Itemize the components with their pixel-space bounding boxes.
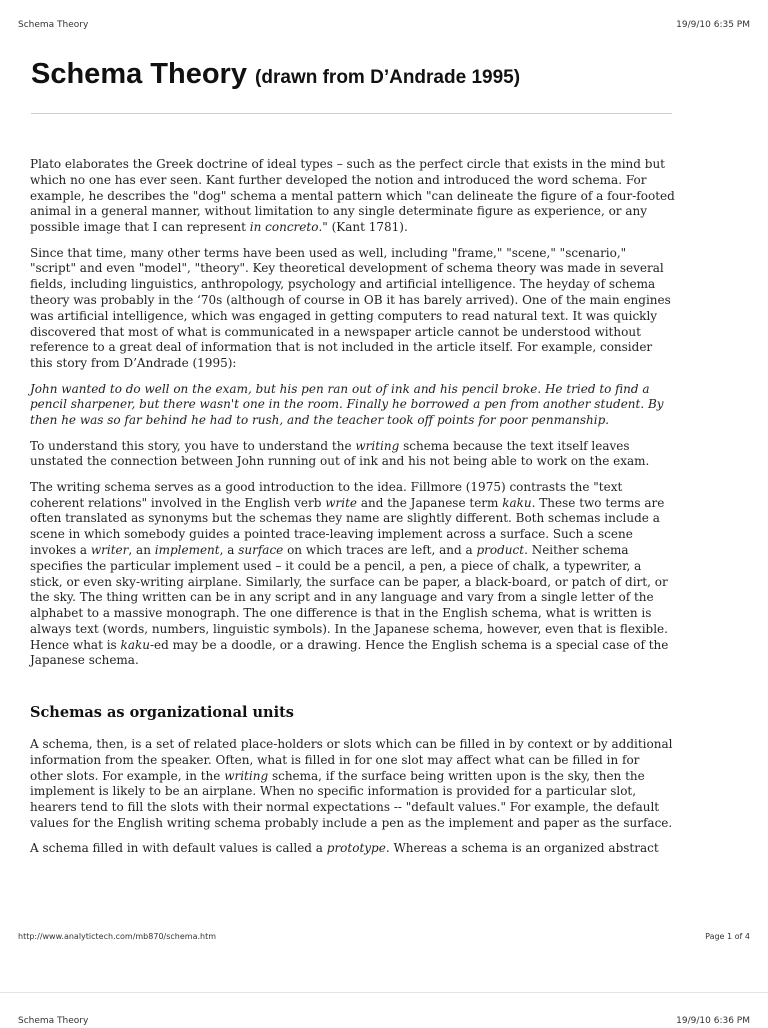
paragraph-6: A schema, then, is a set of related place-holders or slots which can be filled in by context or by additional information from the speaker. Often, what is filled in for one slot may affect what can be filled in for other slots. For example, in the writing schema, if the surface being written upon is the sky, then the implement is likely to be an airplane. When no specific information is provided for a particular slot, hearers tend to fill the slots with their normal expectations -- "default values." For example, the default values for the English writing schema probably include a pen as the implement and paper as the surface. xyxy=(30,737,673,831)
paragraph-7: A schema filled in with default values is called a prototype. Whereas a schema is an organized abstract xyxy=(30,841,659,856)
page-header xyxy=(18,20,750,34)
next-header-datetime: 19/9/10 6:36 PM xyxy=(676,1016,750,1026)
paragraph-5: The writing schema serves as a good introduction to the idea. Fillmore (1975) contrasts the "text coherent relations" involved in the English verb write and the Japanese term kaku. These two terms are often translated as synonyms but the schemas they name are slightly different. Both schemas include a scene in which somebody guides a pointed trace-leaving implement across a surface. Such a scene invokes a writer, an implement, a surface on which traces are left, and a product. Neither schema specifies the particular implement used – it could be a pencil, a pen, a piece of chalk, a typewriter, a stick, or even sky-writing airplane. Similarly, the surface can be paper, a black-board, or patch of dirt, or the sky. The thing written can be in any script and in any language and vary from a single letter of the alphabet to a massive monograph. The one difference is that in the English schema, what is written is always text (words, numbers, linguistic symbols). In the Japanese schema, however, even that is flexible. Hence what is kaku-ed may be a doodle, or a drawing. Hence the English schema is a special case of the Japanese schema. xyxy=(30,479,669,668)
page-separator xyxy=(0,992,768,993)
title-divider xyxy=(31,113,672,114)
section-heading: Schemas as organizational units xyxy=(30,704,294,722)
header-title: Schema Theory xyxy=(18,20,89,30)
next-page-header xyxy=(18,1016,750,1028)
paragraph-1: Plato elaborates the Greek doctrine of ideal types – such as the perfect circle that exists in the mind but which no one has ever seen. Kant further developed the notion and introduced the word schema. For example, he describes the "dog" schema a mental pattern which "can delineate the figure of a four-footed animal in a general manner, without limitation to any single determinate figure as experience, or any possible image that I can represent in concreto." (Kant 1781). xyxy=(30,157,675,235)
paragraph-2: Since that time, many other terms have been used as well, including "frame," "scene," "scenario," "script" and even "model", "theory". Key theoretical development of schema theory was made in several fields, including linguistics, anthropology, psychology and artificial intelligence. The heyday of schema theory was probably in the ‘70s (although of course in OB it has barely arrived). One of the main engines was artificial intelligence, which was engaged in getting computers to read natural text. It was quickly discovered that most of what is communicated in a newspaper article cannot be understood without reference to a great deal of information that is not included in the article itself. For example, consider this story from D’Andrade (1995): xyxy=(30,245,671,371)
title-subtitle: (drawn from D’Andrade 1995) xyxy=(255,67,521,88)
footer-url: http://www.analytictech.com/mb870/schema.htm xyxy=(18,932,217,941)
page-title xyxy=(31,58,520,91)
title-main: Schema Theory xyxy=(31,58,247,90)
story-quote: John wanted to do well on the exam, but his pen ran out of ink and his pencil broke. He tried to find a pencil sharpener, but there wasn't one in the room. Finally he borrowed a pen from another student. By then he was so far behind he had to rush, and the teacher took off points for poor penmanship. xyxy=(30,381,664,428)
page-number: Page 1 of 4 xyxy=(705,932,750,941)
page-footer xyxy=(18,932,750,944)
paragraph-4: To understand this story, you have to understand the writing schema because the text itself leaves unstated the connection between John running out of ink and his not being able to work on the exam. xyxy=(30,438,650,469)
article-body xyxy=(30,157,675,867)
next-header-title: Schema Theory xyxy=(18,1016,89,1026)
header-datetime: 19/9/10 6:35 PM xyxy=(676,20,750,30)
